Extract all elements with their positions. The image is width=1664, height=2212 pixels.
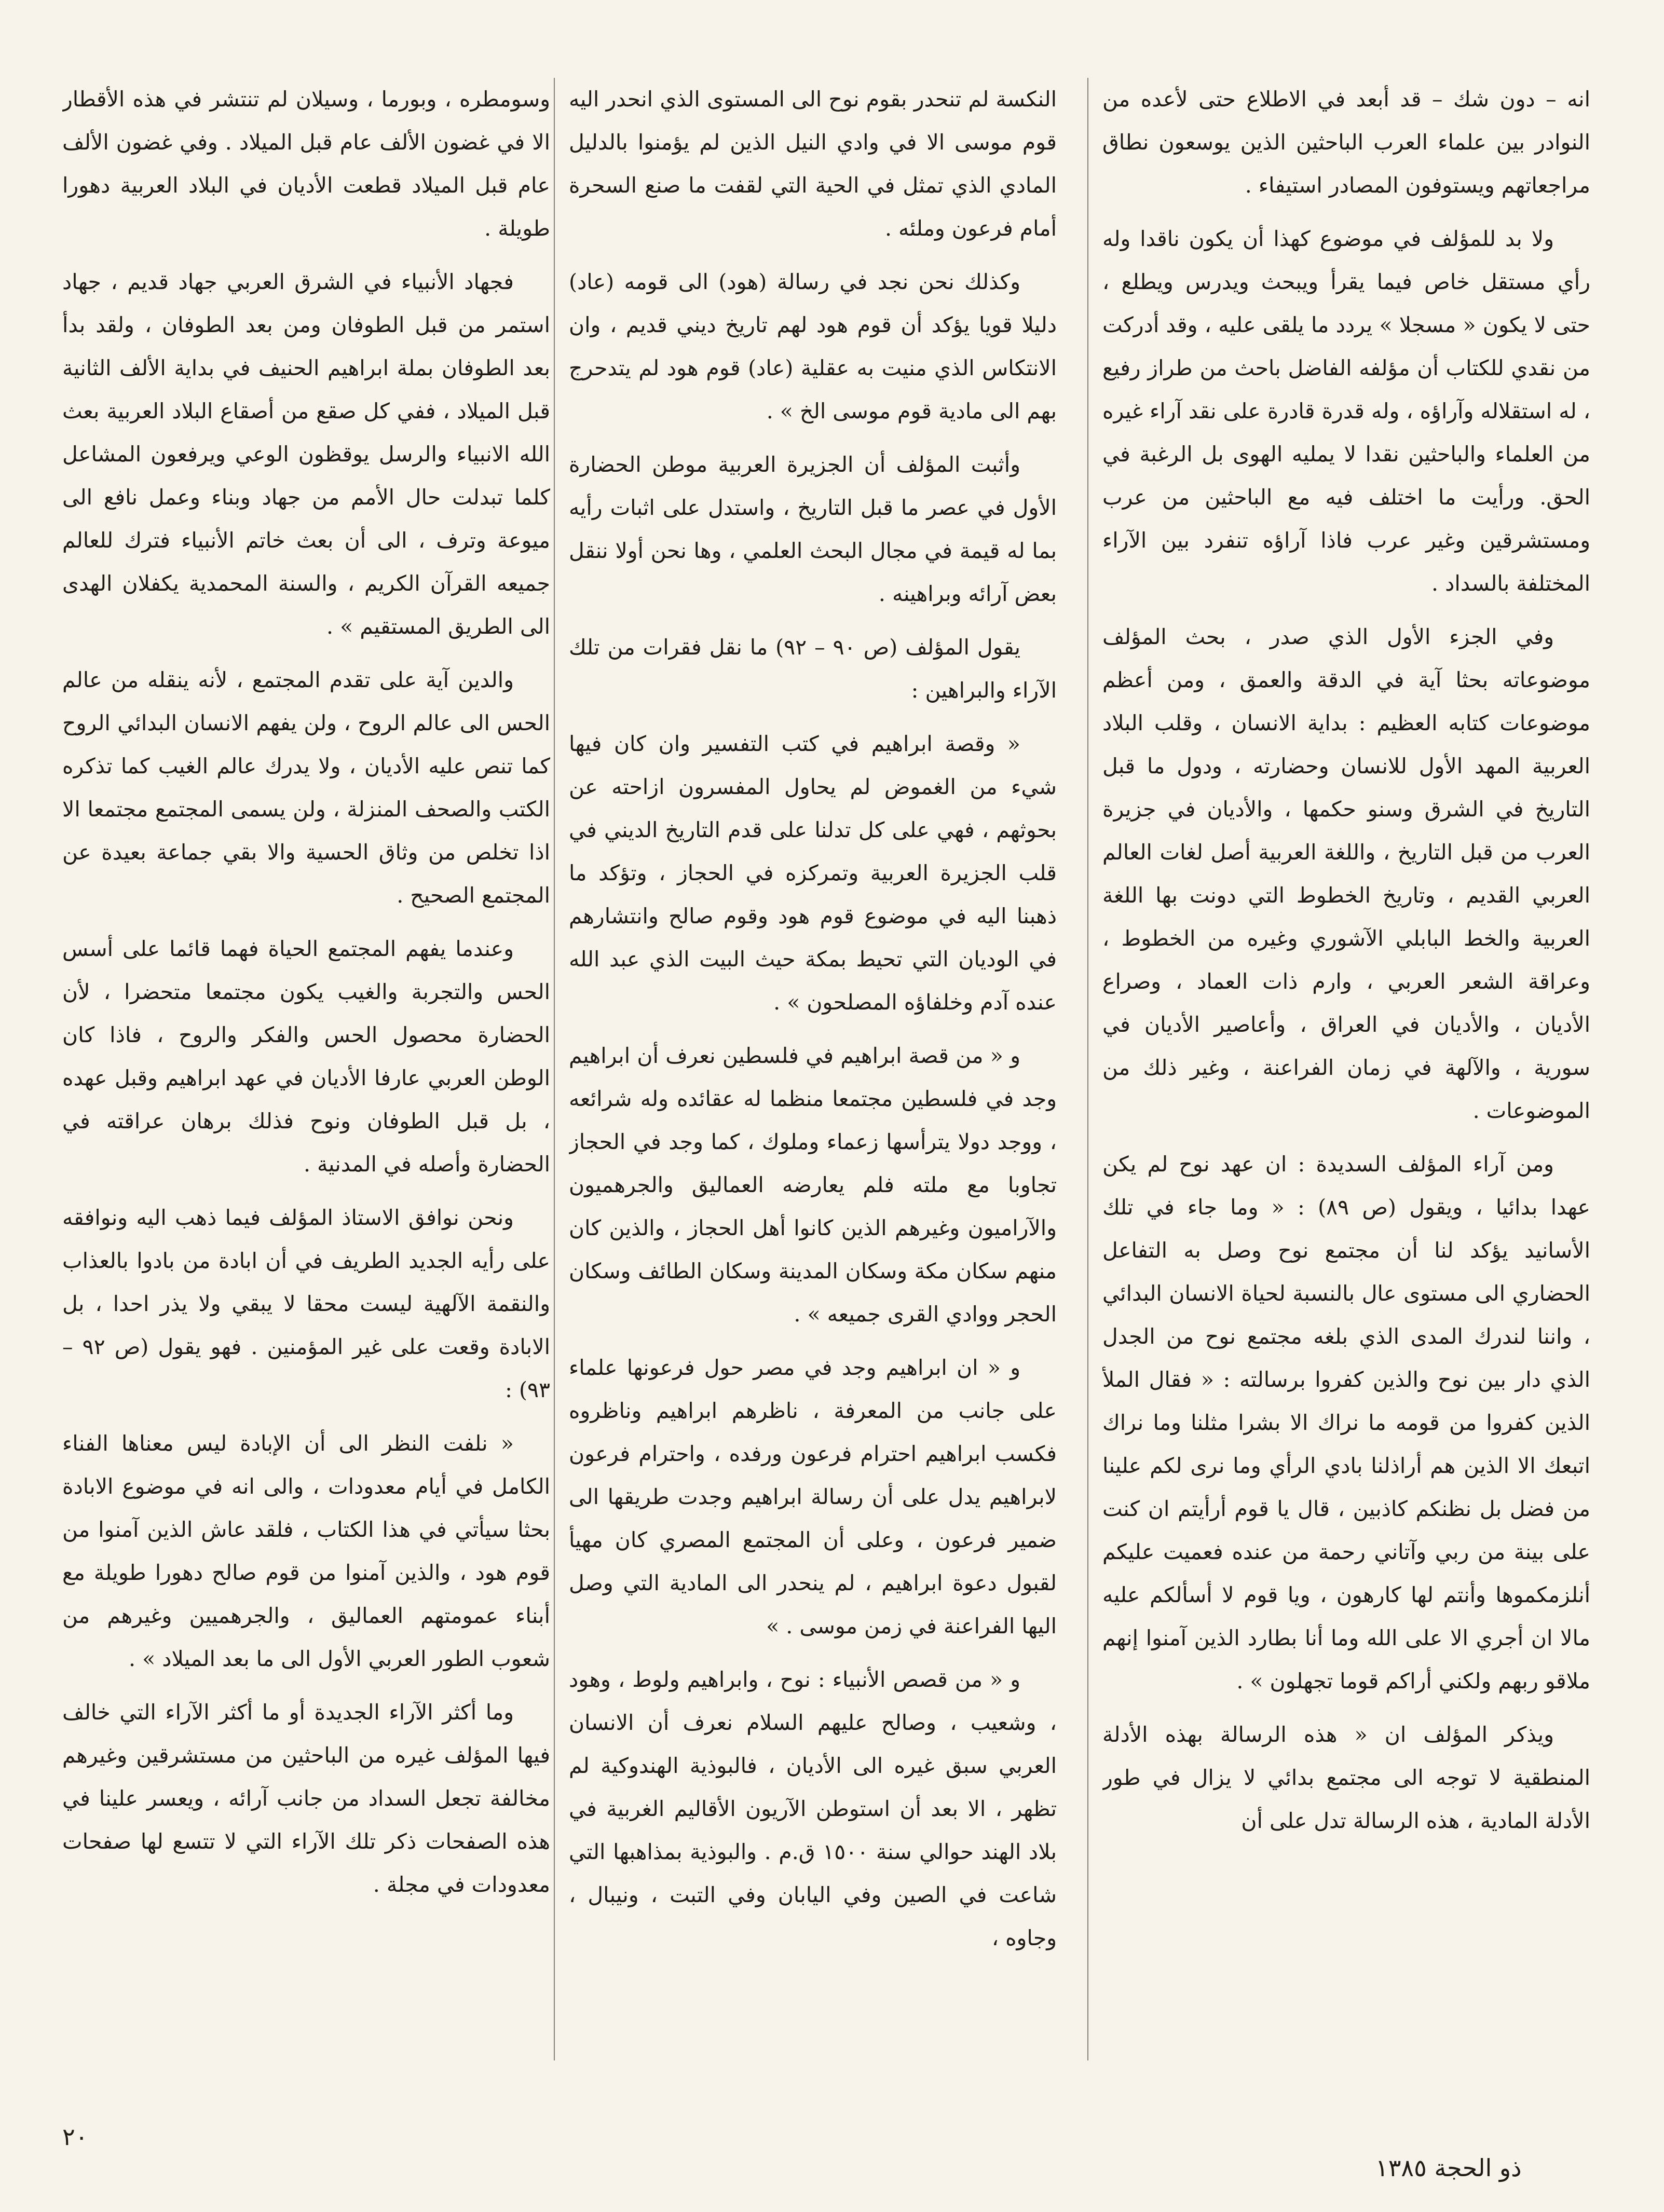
quote-paragraph: و « ان ابراهيم وجد في مصر حول فرعونها علماء على جانب من المعرفة ، ناظرهم ابراهيم وناظروه فكسب ابراهيم احترام فرعون ورفده ، واحترام فرعون لابراهيم يدل على أن رسالة ابراهيم وجدت طريقها الى ضمير فرعون ، وعلى أن المجتمع المصري كان مهيأ لقبول دعوة ابراهيم ، لم ينحدر الى المادية التي وصل اليها الفراعنة في زمن موسى . »	[569, 1355, 1057, 1638]
paragraph: وعندما يفهم المجتمع الحياة فهما قائما على أسس الحس والتجربة والغيب يكون مجتمعا متحضرا ، لأن الحضارة محصول الحس والفكر والروح ، فاذا كان الوطن العربي عارفا الأديان في عهد ابراهيم وقبل عهده ، بل قبل الطوفان ونوح فذلك برهان عراقته في الحضارة وأصله في المدنية .	[62, 936, 550, 1177]
paragraph: ونحن نوافق الاستاذ المؤلف فيما ذهب اليه ونوافقه على رأيه الجديد الطريف في أن ابادة من بادوا بالعذاب والنقمة الآلهية ليست محقا لا يبقي ولا يذر احدا ، بل الابادة وقعت على غير المؤمنين . فهو يقول (ص ٩٢ – ٩٣) :	[62, 1205, 550, 1402]
paragraph: انه – دون شك – قد أبعد في الاطلاع حتى لأعده من النوادر بين علماء العرب الباحثين الذين يوسعون نطاق مراجعاتهم ويستوفون المصادر استيفاء .	[1102, 87, 1590, 198]
article-column-left	[62, 78, 550, 2060]
paragraph: والدين آية على تقدم المجتمع ، لأنه ينقله من عالم الحس الى عالم الروح ، ولن يفهم الانسان البدائي الروح كما تنص عليه الأديان ، ولا يدرك عالم الغيب كما تذكره الكتب والصحف المنزلة ، ولن يسمى المجتمع مجتمعا الا اذا تخلص من وثاق الحسية والا بقي جماعة بعيدة عن المجتمع الصحيح .	[62, 667, 550, 908]
article-column-middle	[569, 78, 1057, 2060]
quote-paragraph: و « من قصة ابراهيم في فلسطين نعرف أن ابراهيم وجد في فلسطين مجتمعا منظما له عقائده وله شرائعه ، ووجد دولا يترأسها زعماء وملوك ، كما وجد في الحجاز تجاوبا مع ملته فلم يعارضه العماليق والجرهميون والآراميون وغيرهم الذين كانوا أهل الحجاز ، والذين كان منهم سكان مكة وسكان المدينة وسكان الطائف وسكان الحجر ووادي القرى جميعه » .	[569, 1043, 1057, 1327]
paragraph: وأثبت المؤلف أن الجزيرة العربية موطن الحضارة الأول في عصر ما قبل التاريخ ، واستدل على اثبات رأيه بما له قيمة في مجال البحث العلمي ، وها نحن أولا ننقل بعض آرائه وبراهينه .	[569, 452, 1057, 606]
paragraph: ولا بد للمؤلف في موضوع كهذا أن يكون ناقدا وله رأي مستقل خاص فيما يقرأ ويبحث ويدرس ويطلع ، حتى لا يكون « مسجلا » يردد ما يلقى عليه ، وقد أدركت من نقدي للكتاب أن مؤلفه الفاضل باحث من طراز رفيع ، له استقلاله وآراؤه ، وله قدرة قادرة على نقد آراء غيره من العلماء والباحثين نقدا لا يمليه الهوى بل الرغبة في الحق. ورأيت ما اختلف فيه مع الباحثين من عرب ومستشرقين وغير عرب فاذا آراؤه تنفرد بين الآراء المختلفة بالسداد .	[1102, 226, 1590, 596]
paragraph: يقول المؤلف (ص ٩٠ – ٩٢) ما نقل فقرات من تلك الآراء والبراهين :	[569, 635, 1057, 703]
column-divider	[1087, 78, 1088, 2060]
quote-paragraph: « نلفت النظر الى أن الإبادة ليس معناها الفناء الكامل في أيام معدودات ، والى انه في موضوع الابادة بحثا سيأتي في هذا الكتاب ، فلقد عاش الذين آمنوا من قوم هود ، والذين آمنوا من قوم صالح دهورا طويلة مع أبناء عمومتهم العماليق ، والجرهميين وغيرهم من شعوب الطور العربي الأول الى ما بعد الميلاد » .	[62, 1431, 550, 1671]
paragraph: وما أكثر الآراء الجديدة أو ما أكثر الآراء التي خالف فيها المؤلف غيره من الباحثين من مستشرقين وغيرهم مخالفة تجعل السداد من جانب آرائه ، ويعسر علينا في هذه الصفحات ذكر تلك الآراء التي لا تتسع لها صفحات معدودات في مجلة .	[62, 1700, 550, 1897]
paragraph: فجهاد الأنبياء في الشرق العربي جهاد قديم ، جهاد استمر من قبل الطوفان ومن بعد الطوفان ، ولقد بدأ بعد الطوفان بملة ابراهيم الحنيف في بداية الألف الثانية قبل الميلاد ، ففي كل صقع من أصقاع البلاد العربية بعث الله الانبياء والرسل يوقظون الوعي ويرفعون المشاعل كلما تبدلت حال الأمم من جهاد وبناء وعمل نافع الى ميوعة وترف ، الى أن بعث خاتم الأنبياء فترك للعالم جميعه القرآن الكريم ، والسنة المحمدية يكفلان الهدى الى الطريق المستقيم » .	[62, 269, 550, 639]
paragraph: وكذلك نحن نجد في رسالة (هود) الى قومه (عاد) دليلا قويا يؤكد أن قوم هود لهم تاريخ ديني قديم ، وان الانتكاس الذي منيت به عقلية (عاد) قوم هود لم يتدحرج بهم الى مادية قوم موسى الخ » .	[569, 269, 1057, 424]
paragraph: النكسة لم تنحدر بقوم نوح الى المستوى الذي انحدر اليه قوم موسى الا في وادي النيل الذين لم يؤمنوا بالدليل المادي الذي تمثل في الحية التي لقفت ما صنع السحرة أمام فرعون وملئه .	[569, 87, 1057, 241]
paragraph: ومن آراء المؤلف السديدة : ان عهد نوح لم يكن عهدا بدائيا ، ويقول (ص ٨٩) : « وما جاء في تلك الأسانيد يؤكد لنا أن مجتمع نوح وصل به التفاعل الحضاري الى مستوى عال بالنسبة لحياة الانسان البدائي ، واننا لندرك المدى الذي بلغه مجتمع نوح من الجدل الذي دار بين نوح والذين كفروا برسالته : « فقال الملأ الذين كفروا من قومه ما نراك الا بشرا مثلنا وما نراك اتبعك الا الذين هم أراذلنا بادي الرأي وما نرى لكم علينا من فضل بل نظنكم كاذبين ، قال يا قوم أرأيتم ان كنت على بينة من ربي وآتاني رحمة من عنده فعميت عليكم أنلزمكموها وأنتم لها كارهون ، ويا قوم لا أسألكم عليه مالا ان أجري الا على الله وما أنا بطارد الذين آمنوا إنهم ملاقو ربهم ولكني أراكم قوما تجهلون » .	[1102, 1152, 1590, 1694]
quote-paragraph: و « من قصص الأنبياء : نوح ، وابراهيم ولوط ، وهود ، وشعيب ، وصالح عليهم السلام نعرف أن الانسان العربي سبق غيره الى الأديان ، فالبوذية الهندوكية لم تظهر ، الا بعد أن استوطن الآريون الأقاليم الغربية في بلاد الهند حوالي سنة ١٥٠٠ ق.م . والبوذية بمذاهبها التي شاعت في الصين وفي اليابان وفي التبت ، ونيبال ، وجاوه ،	[569, 1667, 1057, 1950]
column-divider	[554, 78, 555, 2060]
quote-paragraph: « وقصة ابراهيم في كتب التفسير وان كان فيها شيء من الغموض لم يحاول المفسرون ازاحته عن بحوثهم ، فهي على كل تدلنا على قدم التاريخ الديني في قلب الجزيرة العربية وتمركزه في الحجاز ، وتؤكد ما ذهبنا اليه في موضوع قوم هود وقوم صالح وانتشارهم في الوديان التي تحيط بمكة حيث البيت الذي عبد الله عنده آدم وخلفاؤه المصلحون » .	[569, 731, 1057, 1015]
page-number: ٢٠	[62, 2123, 88, 2151]
paragraph: ويذكر المؤلف ان « هذه الرسالة بهذه الأدلة المنطقية لا توجه الى مجتمع بدائي لا يزال في طور الأدلة المادية ، هذه الرسالة تدل على أن	[1102, 1722, 1590, 1833]
paragraph: وسومطره ، وبورما ، وسيلان لم تنتشر في هذه الأقطار الا في غضون الألف عام قبل الميلاد . وفي غضون الألف عام قبل الميلاد قطعت الأديان في البلاد العربية دهورا طويلة .	[62, 87, 550, 241]
issue-date: ذو الحجة ١٣٨٥	[1375, 2154, 1522, 2182]
paragraph: وفي الجزء الأول الذي صدر ، بحث المؤلف موضوعاته بحثا آية في الدقة والعمق ، ومن أعظم موضوعات كتابه العظيم : بداية الانسان ، وقلب البلاد العربية المهد الأول للانسان وحضارته ، ودول ما قبل التاريخ في الشرق وسنو حكمها ، والأديان في جزيرة العرب من قبل التاريخ ، واللغة العربية أصل لغات العالم العربي القديم ، وتاريخ الخطوط التي دونت بها اللغة العربية والخط البابلي الآشوري وغيره من الخطوط ، وعراقة الشعر العربي ، وارم ذات العماد ، وصراع الأديان ، والأديان في العراق ، وأعاصير الأديان في سورية ، والآلهة في زمان الفراعنة ، وغير ذلك من الموضوعات .	[1102, 624, 1590, 1123]
article-column-right	[1102, 78, 1590, 2060]
